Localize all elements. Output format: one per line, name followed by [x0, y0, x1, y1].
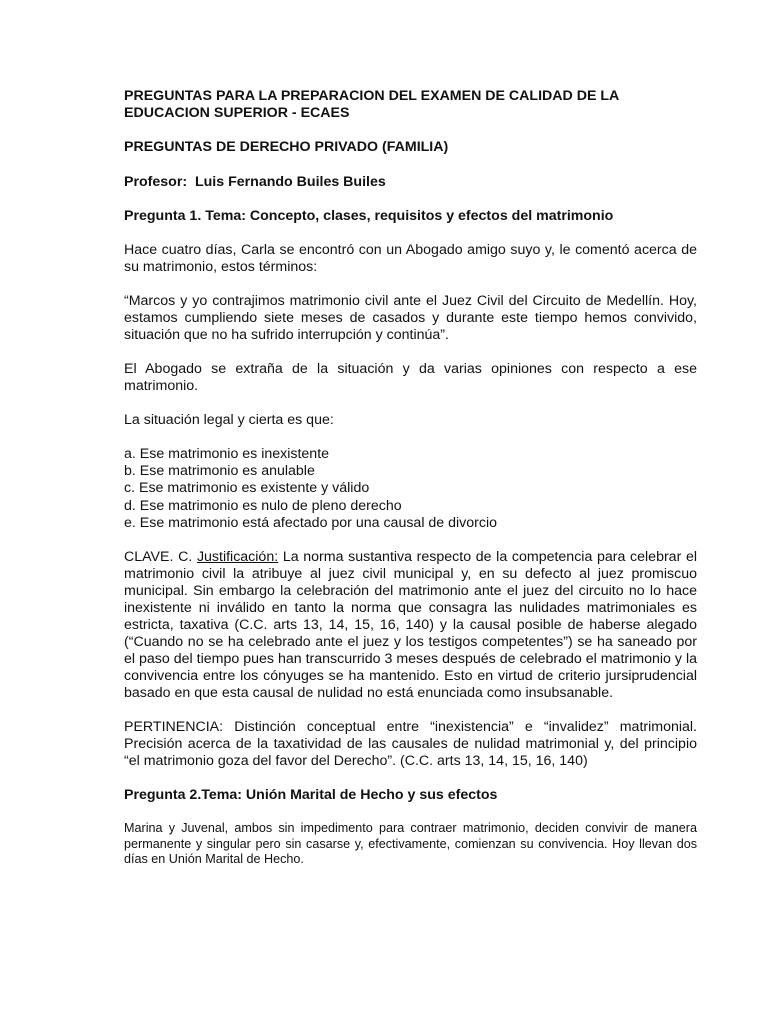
question-2-text: Marina y Juvenal, ambos sin impedimento para contraer matrimonio, deciden convivir de manera permanente y singular pero sin casarse y, efectivamente, comienzan su convivencia. Hoy llevan dos días en Unión Marital de Hecho. — [124, 821, 697, 867]
document-subtitle: PREGUNTAS DE DERECHO PRIVADO (FAMILIA) — [124, 139, 449, 155]
option-b: b. Ese matrimonio es anulable — [124, 463, 315, 480]
document-title: PREGUNTAS PARA LA PREPARACION DEL EXAMEN DE CALIDAD DE LA EDUCACION SUPERIOR - ECAES — [124, 88, 619, 121]
question-1-heading: Pregunta 1. Tema: Concepto, clases, requisitos y efectos del matrimonio — [124, 208, 614, 224]
question-1-pertinencia: PERTINENCIA: Distinción conceptual entre “inexistencia” e “invalidez” matrimonial. Precisión acerca de la taxatividad de las causales de nulidad matrimonial y, del principio “el matrimonio goza del favor del Derecho”. (C.C. arts 13, 14, 15, 16, 140) — [124, 719, 697, 770]
option-a: a. Ese matrimonio es inexistente — [124, 446, 330, 462]
question-2-heading: Pregunta 2.Tema: Unión Marital de Hecho y sus efectos — [124, 787, 498, 804]
profesor-label: Profesor: — [124, 174, 188, 190]
question-1-intro: Hace cuatro días, Carla se encontró con un Abogado amigo suyo y, le comentó acerca de su matrimonio, estos términos: — [124, 242, 697, 275]
clave-prefix: CLAVE. C. — [124, 549, 193, 566]
justificacion-label: Justificación: — [196, 549, 279, 566]
question-1-options — [124, 446, 697, 532]
profesor-line — [124, 174, 697, 191]
question-1-clave — [124, 549, 697, 702]
document-page — [124, 88, 697, 868]
option-e: e. Ese matrimonio está afectado por una causal de divorcio — [124, 514, 498, 531]
question-1-quote: “Marcos y yo contrajimos matrimonio civil ante el Juez Civil del Circuito de Medellín. Hoy, estamos cumpliendo siete meses de casados y durante este tiempo hemos convivido, situación que no ha sufrido interrupción y continúa”. — [124, 293, 697, 343]
justificacion-text: La norma sustantiva respecto de la competencia para celebrar el matrimonio civil la atribuye al juez civil municipal y, en su defecto al juez promiscuo municipal. Sin embargo la celebración del matrimonio ante el juez del circuito no lo hace inexistente ni inválido en tanto la norma que consagra las nulidades matrimoniales es estricta, taxativa (C.C. arts 13, 14, 15, 16, 140) y la causal posible de haberse alegado (“Cuando no se ha celebrado ante el juez y los testigos competentes”) se ha saneado por el paso del tiempo pues han transcurrido 3 meses después de celebrado el matrimonio y la convivencia entre los cónyuges se ha mantenido. Esto en virtud de criterio jursiprudencial basado en que esta causal de nulidad no está enunciada como insubsanable. — [124, 549, 697, 702]
question-1-lawyer: El Abogado se extraña de la situación y da varias opiniones con respecto a ese matrimonio. — [124, 361, 697, 394]
profesor-name: Luis Fernando Builes Builes — [194, 174, 386, 190]
option-d: d. Ese matrimonio es nulo de pleno derecho — [124, 497, 402, 514]
option-c: c. Ese matrimonio es existente y válido — [124, 480, 370, 497]
question-1-prompt: La situación legal y cierta es que: — [124, 412, 334, 428]
